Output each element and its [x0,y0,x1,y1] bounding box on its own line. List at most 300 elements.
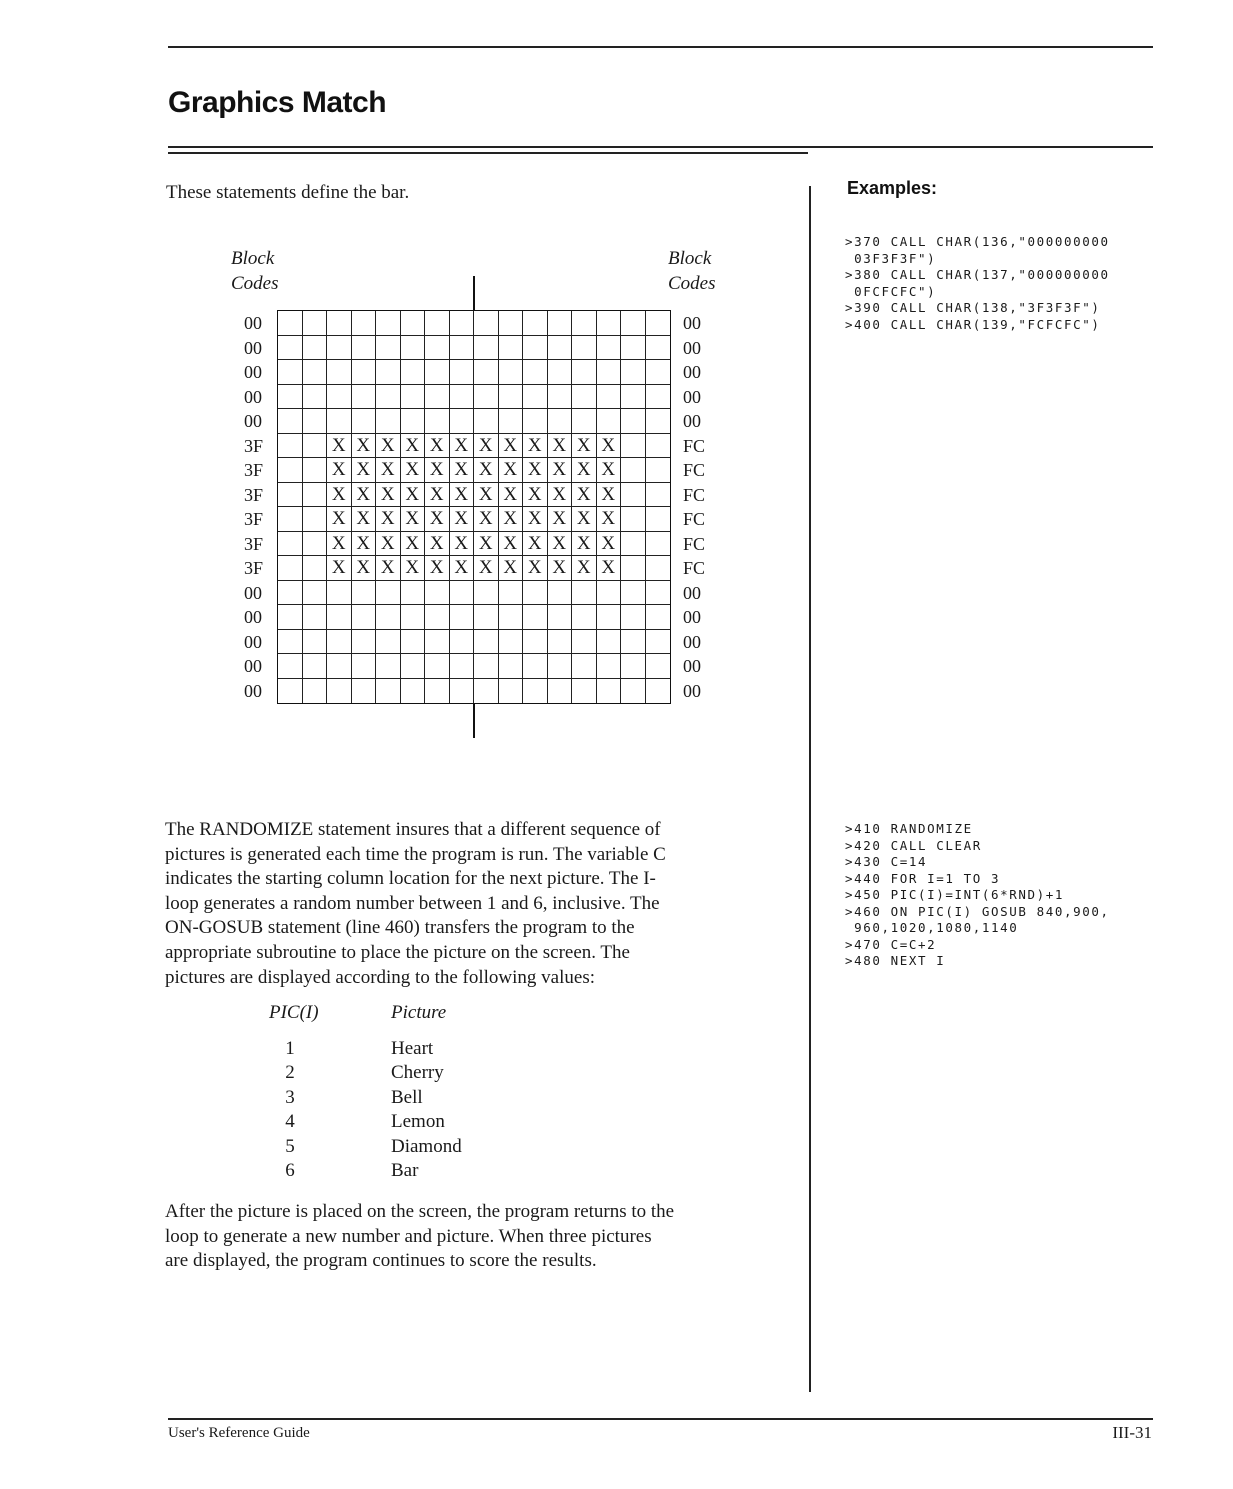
grid-cell [474,385,499,410]
grid-cell [450,605,475,630]
grid-cell-on: X [401,556,426,581]
title-rule-lower [168,152,808,154]
grid-cell-on: X [572,507,597,532]
page-title: Graphics Match [168,86,387,119]
grid-cell [499,311,524,336]
grid-cell [499,360,524,385]
grid-cell [572,630,597,655]
left-code: 3F [244,558,264,578]
grid-cell [376,630,401,655]
grid-cell-on: X [499,458,524,483]
grid-cell-on: X [352,483,377,508]
right-code: FC [683,558,706,578]
picture-name: Lemon [391,1111,445,1133]
grid-cell-on: X [376,507,401,532]
grid-cell-on: X [376,556,401,581]
grid-cell-on: X [352,556,377,581]
grid-center-line-bottom [473,704,475,738]
grid-cell [474,581,499,606]
grid-cell [499,336,524,361]
grid-cell [548,360,573,385]
grid-cell [450,409,475,434]
grid-cell [572,409,597,434]
left-code: 00 [244,337,262,358]
grid-cell [450,630,475,655]
grid-cell [621,483,646,508]
grid-cell [646,458,671,483]
grid-cell [646,311,671,336]
grid-cell [523,336,548,361]
grid-cell [278,336,303,361]
grid-cell [425,385,450,410]
grid-cell [621,385,646,410]
pic-number: 4 [285,1111,295,1133]
grid-cell [352,360,377,385]
grid-cell [303,556,328,581]
grid-cell [523,385,548,410]
intro-text: These statements define the bar. [166,182,410,203]
grid-cell [523,409,548,434]
grid-cell [401,336,426,361]
grid-cell [474,360,499,385]
pic-number: 5 [285,1135,295,1157]
left-code: 3F [244,435,264,456]
grid-cell [646,532,671,557]
examples-heading: Examples: [847,178,938,198]
grid-cell-on: X [352,532,377,557]
grid-cell [499,654,524,679]
grid-cell [572,385,597,410]
grid-cell-on: X [572,556,597,581]
grid-cell [597,311,622,336]
grid-cell [474,679,499,704]
grid-cell [327,385,352,410]
grid-cell [278,409,303,434]
grid-cell-on: X [327,483,352,508]
picture-name: Bell [391,1086,423,1108]
right-header-line-2: Codes [668,273,716,294]
grid-cell-on: X [401,434,426,459]
grid-cell [572,605,597,630]
grid-cell [278,311,303,336]
pic-number: 2 [285,1062,295,1084]
grid-cell [450,336,475,361]
left-code: 00 [244,313,262,333]
picture-name: Bar [391,1159,419,1181]
grid-cell [597,581,622,606]
grid-cell-on: X [523,483,548,508]
grid-cell [303,654,328,679]
grid-cell [327,605,352,630]
grid-cell [499,605,524,630]
grid-cell [621,336,646,361]
body-line: loop generates a random number between 1 and 6, inclusive. The [165,892,660,914]
left-code: 00 [244,607,262,627]
grid-cell [278,556,303,581]
grid-cell-on: X [401,483,426,508]
right-code: 00 [683,582,701,603]
body-line: appropriate subroutine to place the picture on the screen. The [165,941,630,963]
grid-cell [401,360,426,385]
right-header-line-1: Block [668,248,712,269]
grid-cell [597,654,622,679]
grid-cell-on: X [499,434,524,459]
grid-cell [450,654,475,679]
grid-cell [597,336,622,361]
grid-cell [572,311,597,336]
grid-cell [474,409,499,434]
grid-cell-on: X [450,458,475,483]
grid-cell [303,360,328,385]
grid-cell [621,507,646,532]
grid-cell [278,458,303,483]
right-code: 00 [683,337,701,358]
grid-cell [401,409,426,434]
grid-cell [450,311,475,336]
grid-cell [646,336,671,361]
grid-cell [352,336,377,361]
grid-cell [572,360,597,385]
right-block-codes [683,311,705,703]
closing-line: loop to generate a new number and picture. When three pictures [165,1225,652,1247]
picture-name: Heart [391,1038,434,1059]
grid-cell [401,605,426,630]
grid-cell [548,385,573,410]
grid-cell-on: X [548,434,573,459]
grid-cell-on: X [474,556,499,581]
grid-cell-on: X [523,507,548,532]
grid-cell [327,336,352,361]
grid-cell [425,311,450,336]
grid-cell [278,654,303,679]
right-code: 00 [683,386,701,407]
grid-cell [474,605,499,630]
grid-cell [327,654,352,679]
grid-cell [597,679,622,704]
grid-cell [621,654,646,679]
pic-table [270,1037,462,1183]
grid-cell [523,654,548,679]
grid-cell-on: X [327,556,352,581]
grid-cell [572,336,597,361]
grid-cell-on: X [450,556,475,581]
grid-cell [303,581,328,606]
grid-cell-on: X [523,434,548,459]
grid-cell-on: X [425,532,450,557]
right-header [668,246,716,296]
grid-cell [425,336,450,361]
left-code: 3F [244,460,264,480]
grid-cell-on: X [376,532,401,557]
right-code: FC [683,509,706,529]
grid-cell-on: X [548,507,573,532]
code-block-randomize-loop: >410 RANDOMIZE >420 CALL CLEAR >430 C=14 >440 FOR I=1 TO 3 >450 PIC(I)=INT(6*RND)+1 >460 ON PIC(I) GOSUB 840,900, 960,1020,1080,1140 >470 C=C+2 >480 NEXT I [845,821,1110,968]
grid-cell-on: X [352,458,377,483]
grid-cell [278,532,303,557]
grid-cell [646,679,671,704]
grid-cell [303,679,328,704]
grid-cell [425,360,450,385]
grid-cell [327,311,352,336]
pic-table-row [270,1110,462,1134]
left-header-line-2: Codes [231,273,279,294]
right-code: FC [683,533,706,554]
grid-cell [523,311,548,336]
body-line: indicates the starting column location for the next picture. The I- [165,868,656,890]
grid-cell [352,311,377,336]
grid-cell-on: X [376,434,401,459]
grid-cell [401,654,426,679]
pic-number: 3 [285,1086,295,1108]
grid-cell-on: X [523,556,548,581]
grid-cell-on: X [499,483,524,508]
right-code: 00 [683,680,701,701]
grid-cell-on: X [327,434,352,459]
pic-table-row [270,1061,462,1085]
grid-cell [278,605,303,630]
left-code: 00 [244,362,262,382]
grid-cell [523,630,548,655]
grid-cell [548,630,573,655]
grid-cell [376,605,401,630]
grid-cell [376,679,401,704]
grid-cell [621,605,646,630]
grid-cell-on: X [450,532,475,557]
grid-cell-on: X [572,532,597,557]
grid-cell [548,409,573,434]
grid-cell [352,385,377,410]
grid-cell-on: X [548,483,573,508]
grid-cell [621,532,646,557]
grid-cell [425,630,450,655]
grid-cell-on: X [499,532,524,557]
grid-cell [646,434,671,459]
grid-cell [303,507,328,532]
right-code: 00 [683,607,701,627]
grid-cell [352,409,377,434]
grid-cell [597,385,622,410]
grid-cell [303,409,328,434]
grid-cell-on: X [474,507,499,532]
grid-cell-on: X [474,458,499,483]
pic-table-row [270,1086,462,1110]
grid-cell [548,605,573,630]
body-line: The RANDOMIZE statement insures that a different sequence of [165,819,661,840]
grid-cell [303,458,328,483]
grid-cell-on: X [450,483,475,508]
footer-rule [168,1418,1153,1420]
grid-cell-on: X [401,532,426,557]
body-line: pictures are displayed according to the following values: [165,966,596,988]
grid-cell [278,507,303,532]
body-line: pictures is generated each time the program is run. The variable C [165,843,666,865]
grid-cell [621,630,646,655]
grid-cell [352,654,377,679]
left-code: 00 [244,386,262,407]
grid-cell [425,581,450,606]
code-block-char-definitions: >370 CALL CHAR(136,"000000000 03F3F3F") >380 CALL CHAR(137,"000000000 0FCFCFC") >390 CALL CHAR(138,"3F3F3F") >400 CALL CHAR(139,"FCFCFC") [845,234,1110,332]
right-code: 00 [683,656,701,676]
grid-cell [303,483,328,508]
grid-cell [548,654,573,679]
grid-cell [401,679,426,704]
grid-cell-on: X [499,507,524,532]
grid-cell-on: X [450,507,475,532]
grid-cell [474,311,499,336]
picture-name: Diamond [391,1135,462,1157]
grid-cell [646,409,671,434]
grid-cell [303,630,328,655]
grid-cell [548,336,573,361]
grid-cell [425,409,450,434]
grid-cell [621,434,646,459]
grid-cell-on: X [376,483,401,508]
grid-cell-on: X [523,532,548,557]
grid-cell-on: X [597,458,622,483]
pic-table-row [270,1159,462,1183]
right-code: FC [683,435,706,456]
grid-cell [572,581,597,606]
grid-cell [278,581,303,606]
grid-cell [474,336,499,361]
grid-cell-on: X [572,483,597,508]
grid-cell-on: X [425,507,450,532]
grid-cell-on: X [548,458,573,483]
grid-cell [376,360,401,385]
grid-cell-on: X [499,556,524,581]
grid-cell [327,679,352,704]
left-code: 00 [244,656,262,676]
right-code: 00 [683,362,701,382]
body-line: ON-GOSUB statement (line 460) transfers the program to the [165,917,635,939]
grid-cell [621,556,646,581]
grid-cell-on: X [401,507,426,532]
right-code: 00 [683,631,701,652]
left-code: 00 [244,582,262,603]
grid-cell [499,581,524,606]
grid-cell [376,654,401,679]
grid-cell [621,458,646,483]
grid-cell [597,409,622,434]
grid-cell [621,581,646,606]
grid-cell [425,654,450,679]
left-code: 00 [244,680,262,701]
grid-cell [474,630,499,655]
grid-cell [572,654,597,679]
grid-cell-on: X [327,507,352,532]
grid-cell-on: X [597,483,622,508]
grid-center-line-top [473,276,475,311]
left-header-line-1: Block [231,248,275,269]
grid-cell-on: X [474,532,499,557]
grid-cell-on: X [425,458,450,483]
grid-cell [303,605,328,630]
grid-cell-on: X [327,532,352,557]
grid-cell [523,360,548,385]
top-rule [168,46,1153,48]
grid-cell [548,311,573,336]
grid-cell [376,409,401,434]
grid-cell [474,654,499,679]
left-code: 3F [244,533,264,554]
grid-cell [597,605,622,630]
pic-number: 6 [285,1159,295,1181]
grid-cell [425,679,450,704]
grid-cell [646,630,671,655]
grid-cell-on: X [425,434,450,459]
grid-cell [523,679,548,704]
grid-cell [499,409,524,434]
right-code: FC [683,484,706,505]
grid-cell [278,385,303,410]
grid-cell-on: X [548,556,573,581]
grid-cell [621,679,646,704]
grid-cell [401,385,426,410]
grid-cell [401,630,426,655]
closing-paragraph [165,1200,674,1274]
grid-cell [327,360,352,385]
grid-cell [303,311,328,336]
grid-cell [327,581,352,606]
grid-cell-on: X [352,434,377,459]
grid-cell [499,679,524,704]
grid-cell-on: X [327,458,352,483]
grid-cell [376,336,401,361]
grid-cell [278,483,303,508]
pic-table-row [270,1135,462,1159]
grid-cell-on: X [376,458,401,483]
grid-cell [646,507,671,532]
grid-cell [352,605,377,630]
left-code: 3F [244,509,264,529]
grid-cell [327,630,352,655]
grid-cell [352,581,377,606]
column-divider [809,186,811,1392]
grid-cell [646,581,671,606]
grid-cell [376,385,401,410]
grid-cell-on: X [572,434,597,459]
grid-cell [278,679,303,704]
closing-line: are displayed, the program continues to score the results. [165,1250,597,1272]
left-code: 3F [244,484,264,505]
body-paragraph [165,818,666,990]
grid-cell [401,581,426,606]
grid-cell [621,311,646,336]
grid-cell [401,311,426,336]
grid-cell-on: X [597,556,622,581]
title-rule-upper [168,146,1153,148]
right-code: 00 [683,313,701,333]
right-code: FC [683,460,706,480]
grid-cell-on: X [450,434,475,459]
grid-cell [499,385,524,410]
grid-cell [646,556,671,581]
pic-table-header-pic: PIC(I) [269,1002,319,1023]
pic-number: 1 [285,1038,295,1059]
grid-cell-on: X [474,434,499,459]
grid-cell [303,434,328,459]
grid-cell [597,360,622,385]
left-block-codes [244,311,263,703]
grid-cell [303,336,328,361]
grid-cell [278,434,303,459]
grid-cell [303,385,328,410]
grid-cell [646,385,671,410]
grid-cell-on: X [425,556,450,581]
left-header [231,246,279,296]
pic-table-header-picture: Picture [391,1002,447,1023]
left-code: 00 [244,411,262,431]
